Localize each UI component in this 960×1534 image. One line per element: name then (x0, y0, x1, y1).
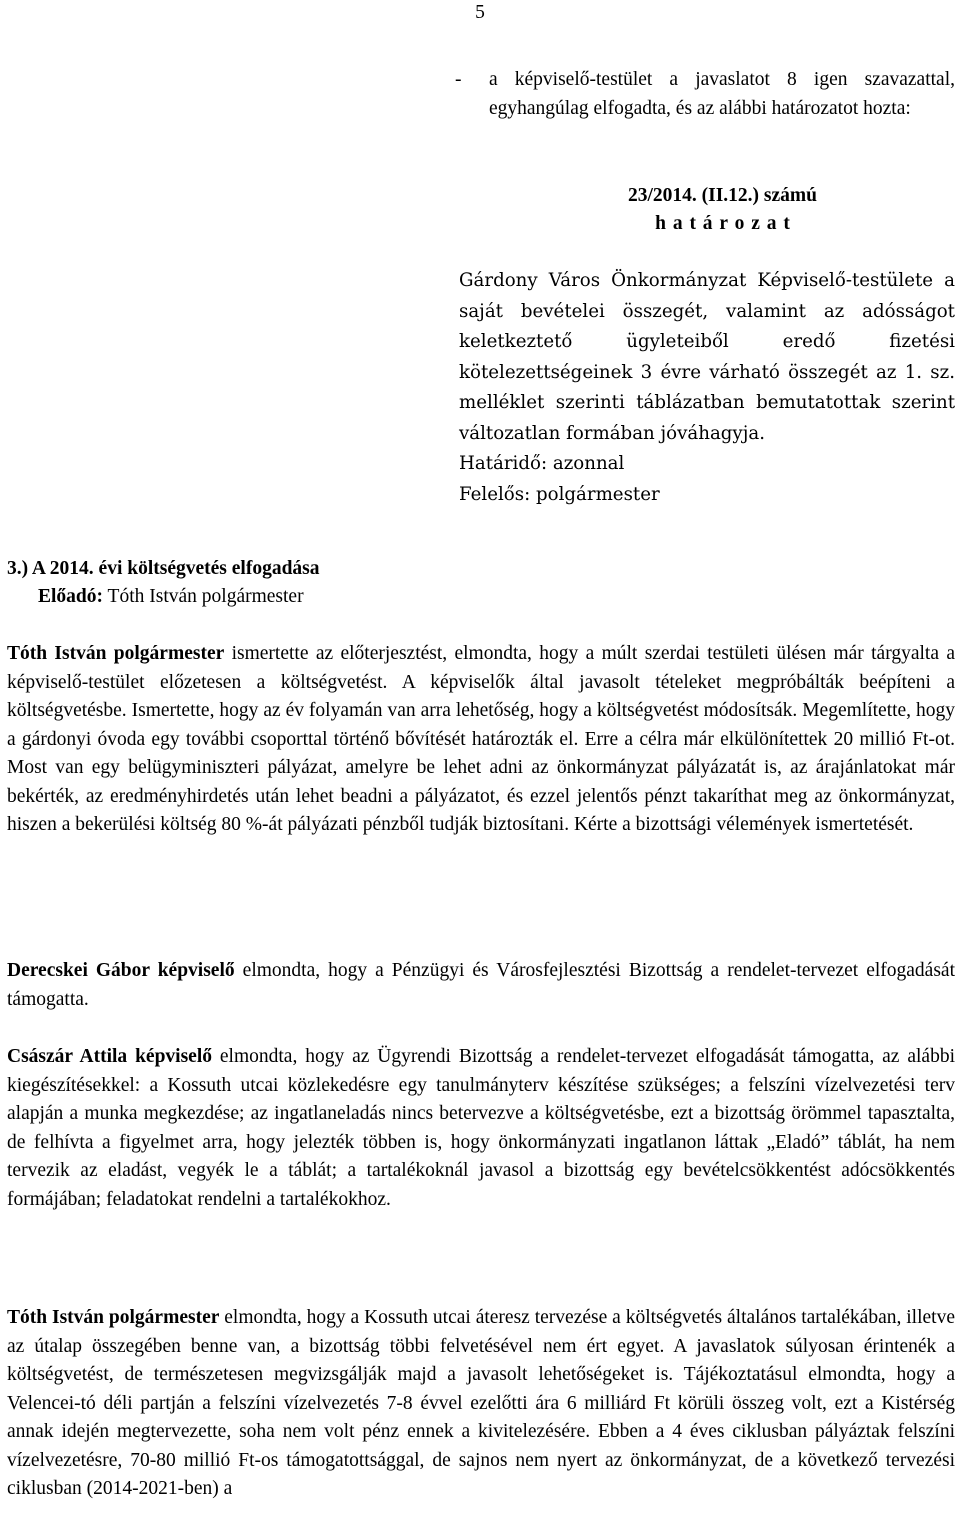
vote-statement (455, 66, 955, 123)
paragraph-csaszar (7, 1043, 955, 1214)
list-dash: - (455, 69, 462, 90)
paragraph-mayor-2 (7, 1304, 955, 1504)
paragraph-speaker: Derecskei Gábor képviselő (7, 960, 235, 981)
paragraph-speaker: Császár Attila képviselő (7, 1046, 212, 1067)
page-number: 5 (475, 2, 485, 23)
presenter-label: Előadó: (38, 586, 104, 607)
resolution-body (459, 266, 955, 510)
section-presenter (38, 583, 304, 611)
paragraph-speaker: Tóth István polgármester (7, 1307, 220, 1328)
vote-text: a képviselő-testület a javaslatot 8 igen szavazattal, egyhangúlag elfogadta, és az alábbi határozatot hozta: (489, 69, 955, 119)
resolution-deadline: Határidő: azonnal (459, 453, 625, 474)
resolution-number: 23/2014. (II.12.) számú (627, 185, 818, 206)
paragraph-text: elmondta, hogy a Pénzügyi és Városfejlesztési Bizottság a rendelet-tervezet elfogadását támogatta. (7, 960, 955, 1010)
resolution-text: Gárdony Város Önkormányzat Képviselő-testülete a saját bevételei összegét, valamint az adósságot keletkeztető ügyleteiből eredő fizetési kötelezettségeinek 3 évre várható összegét az 1. sz. melléklet szerinti táblázatban bemutatottak szerint változatlan formában jóváhagyja. (459, 270, 955, 444)
paragraph-mayor-1 (7, 640, 955, 840)
paragraph-speaker: Tóth István polgármester (7, 643, 225, 664)
paragraph-text: elmondta, hogy a Kossuth utcai áteresz tervezése a költségvetés általános tartalékában, illetve az útalap összegében benne van, a bizottság többi felvetésével nem ért egyet. A javaslatok súlyosan érintenék a költségvetést, de természetesen megvizsgálják majd a javasolt lehetőségeket is. Tájékoztatásul elmondta, hogy a Velencei-tó déli partján a felszíni vízelvezetés 7-8 évvel ezelőtti ára 6 milliárd Ft körüli összeg volt, ezt a Kistérség annak idején megtervezette, soha nem volt pénz ennek a kivitelezésére. Ebben a 4 éves ciklusban pályáztak felszíni vízelvezetésre, 70-80 millió Ft-os támogatottsággal, de sajnos nem nyert az önkormányzat, de a következő tervezési ciklusban (2014-2021-ben) a (7, 1307, 955, 1499)
section-title: 3.) A 2014. évi költségvetés elfogadása (7, 558, 320, 579)
paragraph-derecskei (7, 957, 955, 1014)
presenter-name: Tóth István polgármester (103, 586, 304, 607)
resolution-responsible: Felelős: polgármester (459, 483, 660, 505)
paragraph-text: elmondta, hogy az Ügyrendi Bizottság a rendelet-tervezet elfogadását támogatta, az alábbi kiegészítésekkel: a Kossuth utcai közlekedésre egy tanulmányterv készítése szükséges; a felszíni vízelvezetési terv alapján a munka megkezdése; az ingatlaneladás nincs betervezve a költségvetésbe, ezt a bizottság örömmel tapasztalta, de felhívta a figyelmet arra, hogy jelezték többen is, hogy önkormányzati ingatlanon láttak „Eladó” táblát, ha nem tervezik az eladást, vegyék le a táblát; a tartalékoknál javasol a bizottság egy bevételcsökkentést adócsökkentés formájában; feladatokat rendelni a tartalékokhoz. (7, 1046, 955, 1210)
resolution-heading: h a t á r o z a t (655, 213, 790, 234)
paragraph-text: ismertette az előterjesztést, elmondta, hogy a múlt szerdai testületi ülésen már tárgyalta a képviselő-testület előzetesen a költségvetést. A képviselők által javasolt tételeket megpróbálták beépíteni a költségvetésbe. Ismertette, hogy az év folyamán van arra lehetőség, hogy a költségvetést módosítsák. Megemlítette, hogy a gárdonyi óvoda egy további csoporttal történő bővítését határozták el. Erre a célra már elkülönítettek 20 millió Ft-ot. Most van egy belügyminiszteri pályázat, amelyre be lehet adni az önkormányzat pályázatát is, az árajánlatokat már bekérték, az eredményhirdetés után lehet beadni a pályázatot, és ezzel jelentős pénzt takaríthat meg az önkormányzat, hiszen a bekerülési költség 80 %-át pályázati pénzből tudják biztosítani. Kérte a bizottsági vélemények ismertetését. (7, 643, 955, 835)
